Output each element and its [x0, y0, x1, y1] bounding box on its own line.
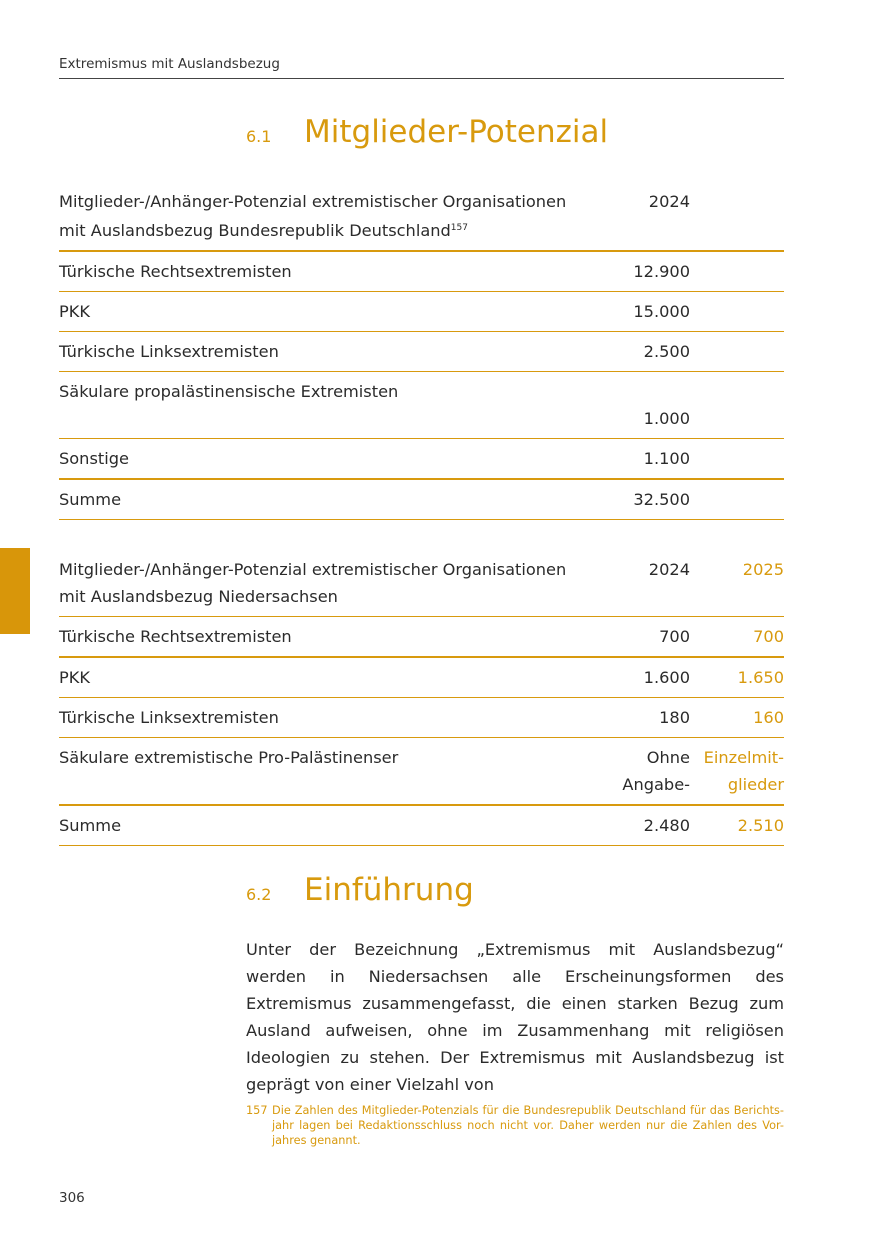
- section-heading-6-1: [246, 114, 608, 150]
- table-row: Türkische Linksextremisten 2.500: [59, 332, 784, 372]
- table-header-row: [59, 556, 784, 617]
- chapter-side-tab: [0, 548, 30, 634]
- section-heading-6-2: [246, 872, 474, 908]
- section-number: 6.1: [246, 127, 272, 146]
- table-title: Mitglieder-/Anhänger-Potenzial extremistischer Organisationen mit Auslandsbezug Bundesrepublik Deutschland$^{157}$: [59, 192, 567, 240]
- table-row: Säkulare extremistische Pro-Palästinenser Ohne Angabe- Einzelmit- glieder: [59, 738, 784, 806]
- table-row: Türkische Linksextremisten 180 160: [59, 698, 784, 738]
- section-title: Einführung: [304, 872, 474, 908]
- year-header-2025: 2025: [742, 560, 784, 579]
- footnote: [246, 1103, 784, 1148]
- footnote-ref: 157: [450, 223, 468, 233]
- footnote-number: 157: [246, 1104, 268, 1117]
- table-header-row: [59, 188, 784, 251]
- table-row: Sonstige 1.100: [59, 439, 784, 480]
- table-row: Türkische Rechtsextremisten 700 700: [59, 617, 784, 658]
- body-paragraph: Unter der Bezeichnung „Extremismus mit Auslandsbezug“ werden in Niedersachsen alle Erscheinungsformen des Extremismus zusammengefasst, die einen starken Bezug zum Ausland aufweisen, ohne im Zusammenhang mit religiösen Ideologien zu stehen. Der Extremismus mit Auslandsbezug ist geprägt von einer Vielzahl von: [246, 940, 784, 1094]
- page-number: 306: [59, 1190, 85, 1206]
- table-bundesrepublik: [59, 188, 784, 520]
- section-number: 6.2: [246, 885, 272, 904]
- year-header-2024: 2024: [648, 560, 690, 579]
- section-title: Mitglieder-Potenzial: [304, 114, 609, 150]
- year-header: 2024: [648, 192, 690, 211]
- table-row: Türkische Rechtsextremisten 12.900: [59, 251, 784, 292]
- table-row-sum: Summe 32.500: [59, 479, 784, 520]
- table-title: Mitglieder-/Anhänger-Potenzial extremistischer Organisationen mit Auslandsbezug Niedersachsen: [59, 560, 567, 606]
- table-row: Säkulare propalästinensische Extremisten 1.000: [59, 372, 784, 439]
- table-row: PKK 15.000: [59, 292, 784, 332]
- running-head: Extremismus mit Auslandsbezug: [59, 56, 784, 79]
- table-niedersachsen: [59, 556, 784, 846]
- table-row-sum: Summe 2.480 2.510: [59, 805, 784, 846]
- table-row: PKK 1.600 1.650: [59, 657, 784, 698]
- footnote-text: Die Zahlen des Mitglieder-Potenzials für die Bundesrepublik Deutschland für das Berichts-jahr lagen bei Redaktionsschluss noch nicht vor. Daher werden nur die Zahlen des Vor-jahres genannt.: [272, 1104, 784, 1147]
